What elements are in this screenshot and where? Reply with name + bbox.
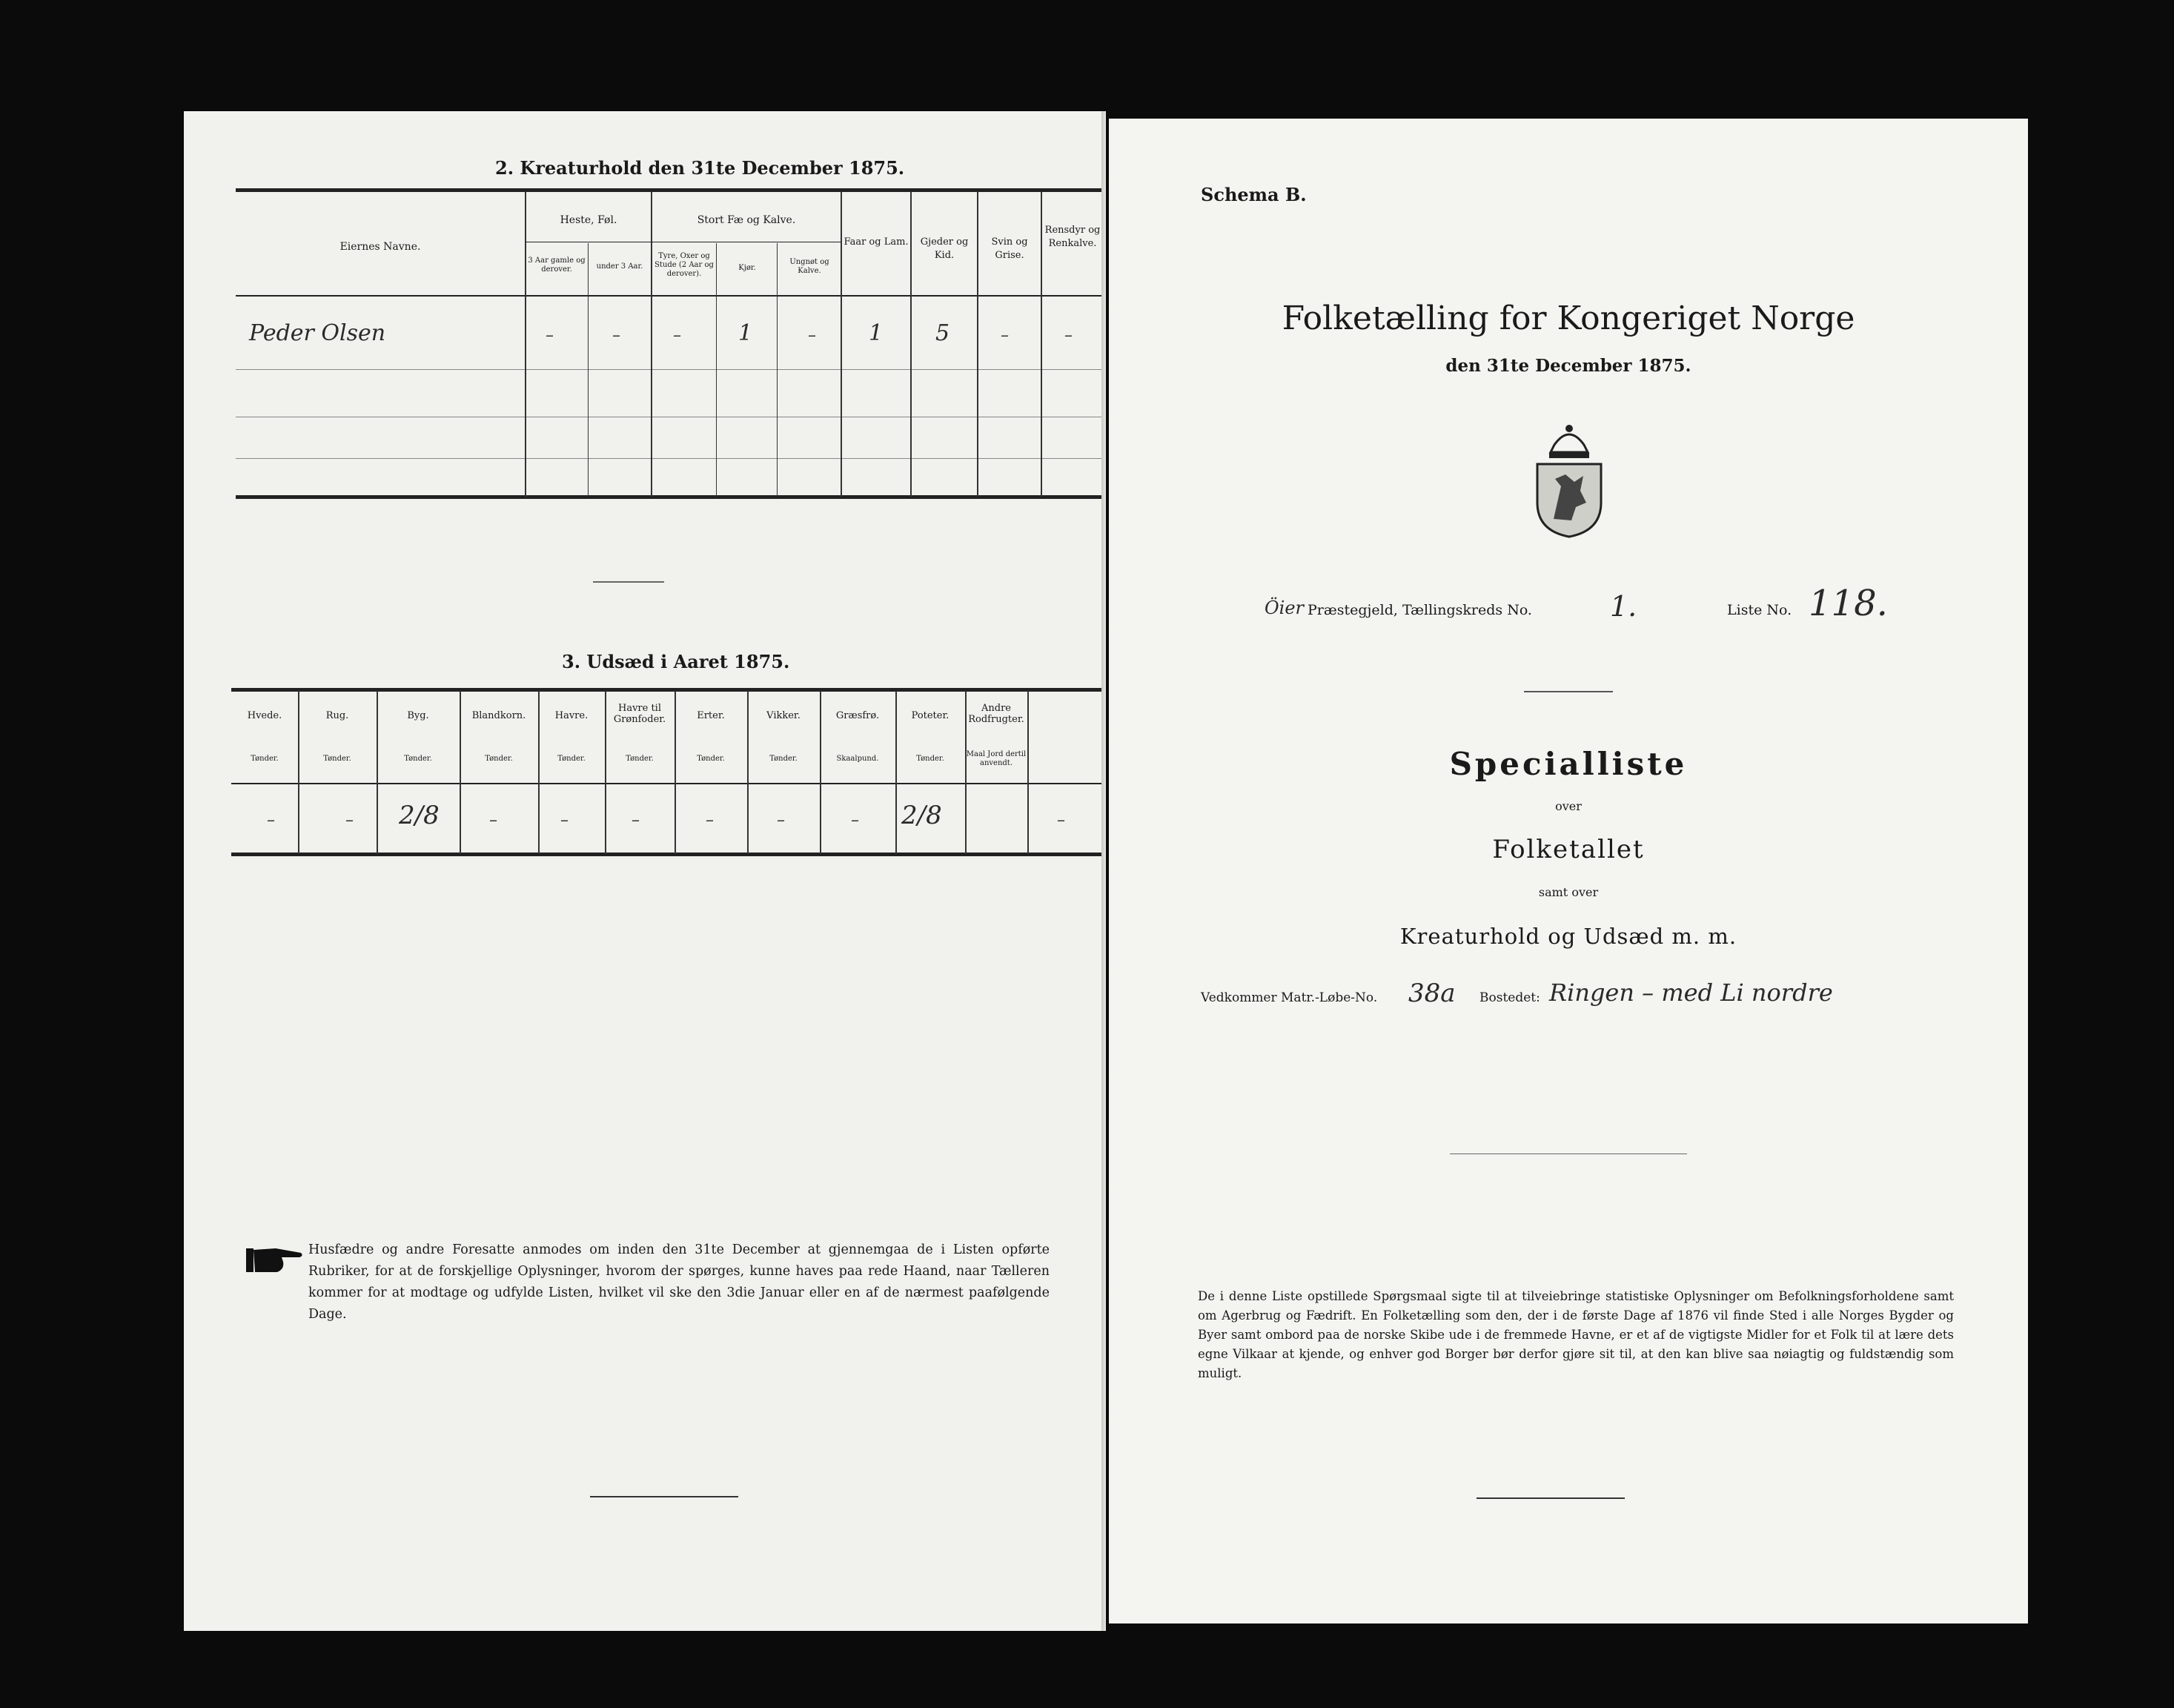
col-cattle-sub2-header: Kjør. <box>738 264 756 272</box>
value-vetch: – <box>777 811 785 830</box>
table2-col-divider <box>588 243 589 497</box>
col-reindeer-header: Rensdyr og Renkalve. <box>1044 225 1101 249</box>
table2-col-divider <box>651 191 652 497</box>
specialliste-title: Specialliste <box>1449 746 1688 782</box>
table3-top-rule <box>231 688 1103 692</box>
table3-col-unit: Tønder. <box>251 755 279 763</box>
kreaturhold-line: Kreaturhold og Udsæd m. m. <box>1399 924 1737 949</box>
table3-col-unit: Tønder. <box>323 755 351 763</box>
value-oats: – <box>560 811 569 830</box>
right-page <box>1109 119 2028 1623</box>
table3-col-header: Havre. <box>554 710 589 721</box>
table2-header-rule <box>236 295 1103 297</box>
value-mixed-grain: – <box>489 811 497 830</box>
value-wheat: – <box>267 811 275 830</box>
table3-col-unit: Tønder. <box>404 755 432 763</box>
col-cattle-sub3-header: Ungnøt og Kalve. <box>789 258 829 275</box>
value-sheep: 1 <box>869 320 884 346</box>
table2-col-divider <box>716 243 717 497</box>
pointing-hand-icon <box>246 1244 304 1277</box>
footer-rule <box>1477 1497 1625 1499</box>
matr-label: Vedkommer Matr.-Løbe-No. <box>1201 990 1378 1005</box>
notice-text: Husfædre og andre Foresatte anmodes om inden den 31te December at gjennemgaa de i Listen opførte Rubriker, for at de forskjellige Oplysninger, hvorom der spørges, kunne haves paa rede Haand, naar Tælleren kommer for at modtage og udfylde Listen, hvilket vil ske den 3die Januar eller en af de nærmest paafølgende Dage. <box>308 1242 1050 1322</box>
table3-col-unit: Tønder. <box>769 755 798 763</box>
value-reindeer: – <box>1064 326 1073 345</box>
col-sheep-header: Faar og Lam. <box>844 236 909 248</box>
value-other-roots: – <box>1057 811 1065 830</box>
parish-label: Præstegjeld, Tællingskreds No. <box>1308 602 1532 618</box>
table3-col-header: Andre Rodfrugter. <box>968 703 1024 725</box>
divider-rule <box>1524 691 1613 692</box>
value-pigs: – <box>1001 326 1009 345</box>
col-horses-header: Heste, Føl. <box>560 214 617 226</box>
col-horses-sub2-header: under 3 Aar. <box>596 262 643 271</box>
value-horses-old: – <box>546 326 554 345</box>
col-cattle-header: Stort Fæ og Kalve. <box>697 214 796 226</box>
value-bulls: – <box>673 326 681 345</box>
footer-rule <box>590 1496 738 1497</box>
liste-label: Liste No. <box>1727 602 1792 618</box>
kreds-number: 1. <box>1610 590 1637 623</box>
bosted-label: Bostedet: <box>1479 990 1540 1005</box>
table2-col-divider <box>777 243 778 497</box>
liste-number: 118. <box>1809 583 1888 624</box>
col-cattle-sub1-header: Tyre, Oxer og Stude (2 Aar og derover). <box>654 252 714 278</box>
over-text: over <box>1555 799 1582 813</box>
value-barley: 2/8 <box>399 801 440 830</box>
table2-bottom-rule <box>236 495 1103 499</box>
col-owner-header: Eiernes Navne. <box>339 241 421 253</box>
coat-of-arms-icon <box>1528 420 1610 538</box>
col-pigs-header: Svin og Grise. <box>991 236 1028 261</box>
value-green-oats: – <box>632 811 640 830</box>
table3-col-header: Havre til Grønfoder. <box>613 703 666 725</box>
bosted-value: Ringen – med Li nordre <box>1549 979 1833 1007</box>
table3-col-header: Hvede. <box>247 710 282 721</box>
folketallet-text: Folketallet <box>1492 835 1645 864</box>
table3-col-divider <box>1027 691 1029 854</box>
value-goats: 5 <box>935 320 950 346</box>
matr-number: 38a <box>1408 979 1456 1008</box>
table2-col-divider <box>525 191 526 497</box>
value-grass-seed: – <box>851 811 859 830</box>
left-page <box>184 111 1103 1631</box>
table3-col-unit: Tønder. <box>557 755 586 763</box>
table2-row-rule <box>236 458 1103 459</box>
value-horses-young: – <box>612 326 620 345</box>
table3-col-header: Byg. <box>407 710 429 721</box>
table3-col-header: Poteter. <box>911 710 950 721</box>
col-horses-sub1-header: 3 Aar gamle og derover. <box>528 256 586 274</box>
divider-rule <box>1450 1153 1687 1154</box>
table3-col-unit: Skaalpund. <box>836 755 879 763</box>
schema-label: Schema B. <box>1201 184 1307 205</box>
value-cows: 1 <box>738 320 753 346</box>
table2-top-rule <box>236 188 1103 192</box>
section2-heading: 2. Kreaturhold den 31te December 1875. <box>495 157 905 179</box>
table3-header-rule <box>231 783 1103 784</box>
main-title: Folketælling for Kongeriget Norge <box>1282 299 1855 337</box>
table3-col-header: Rug. <box>325 710 349 721</box>
table3-col-unit: Tønder. <box>697 755 725 763</box>
table3-col-header: Erter. <box>697 710 725 721</box>
table3-col-header: Vikker. <box>766 710 801 721</box>
table3-bottom-rule <box>231 853 1103 856</box>
value-potatoes: 2/8 <box>901 801 942 830</box>
parish-name: Öier <box>1265 598 1305 618</box>
table3-col-header: Blandkorn. <box>471 710 526 721</box>
owner-name: Peder Olsen <box>249 320 386 346</box>
value-rye: – <box>345 811 354 830</box>
main-subtitle: den 31te December 1875. <box>1445 356 1691 376</box>
value-peas: – <box>706 811 714 830</box>
divider-rule <box>593 581 664 583</box>
value-young-cattle: – <box>808 326 816 345</box>
table3-col-header: Græsfrø. <box>835 710 880 721</box>
section3-heading: 3. Udsæd i Aaret 1875. <box>562 651 790 672</box>
table3-col-unit: Tønder. <box>485 755 513 763</box>
col-goats-header: Gjeder og Kid. <box>920 236 969 261</box>
table3-col-unit: Tønder. <box>916 755 944 763</box>
table3-col-unit: Tønder. <box>626 755 654 763</box>
table3-col-unit: Maal Jord dertil anvendt. <box>966 750 1027 767</box>
samt-over-text: samt over <box>1538 885 1599 899</box>
table2-row-rule <box>236 369 1103 370</box>
footer-text: De i denne Liste opstillede Spørgsmaal sigte til at tilveiebringe statistiske Oplysninger om Befolkningsforholdene samt om Agerbrug og Fædrift. En Folketælling som den, der i de første Dage af 1876 vil finde Sted i alle Norges Bygder og Byer samt ombord paa de norske Skibe ude i de fremmede Havne, er et af de vigtigste Midler for et Folk til at lære dets egne Vilkaar at kjende, og enhver god Borger bør derfor gjøre sit til, at den kan blive saa nøiagtig og fuldstændig som muligt. <box>1198 1289 1954 1380</box>
